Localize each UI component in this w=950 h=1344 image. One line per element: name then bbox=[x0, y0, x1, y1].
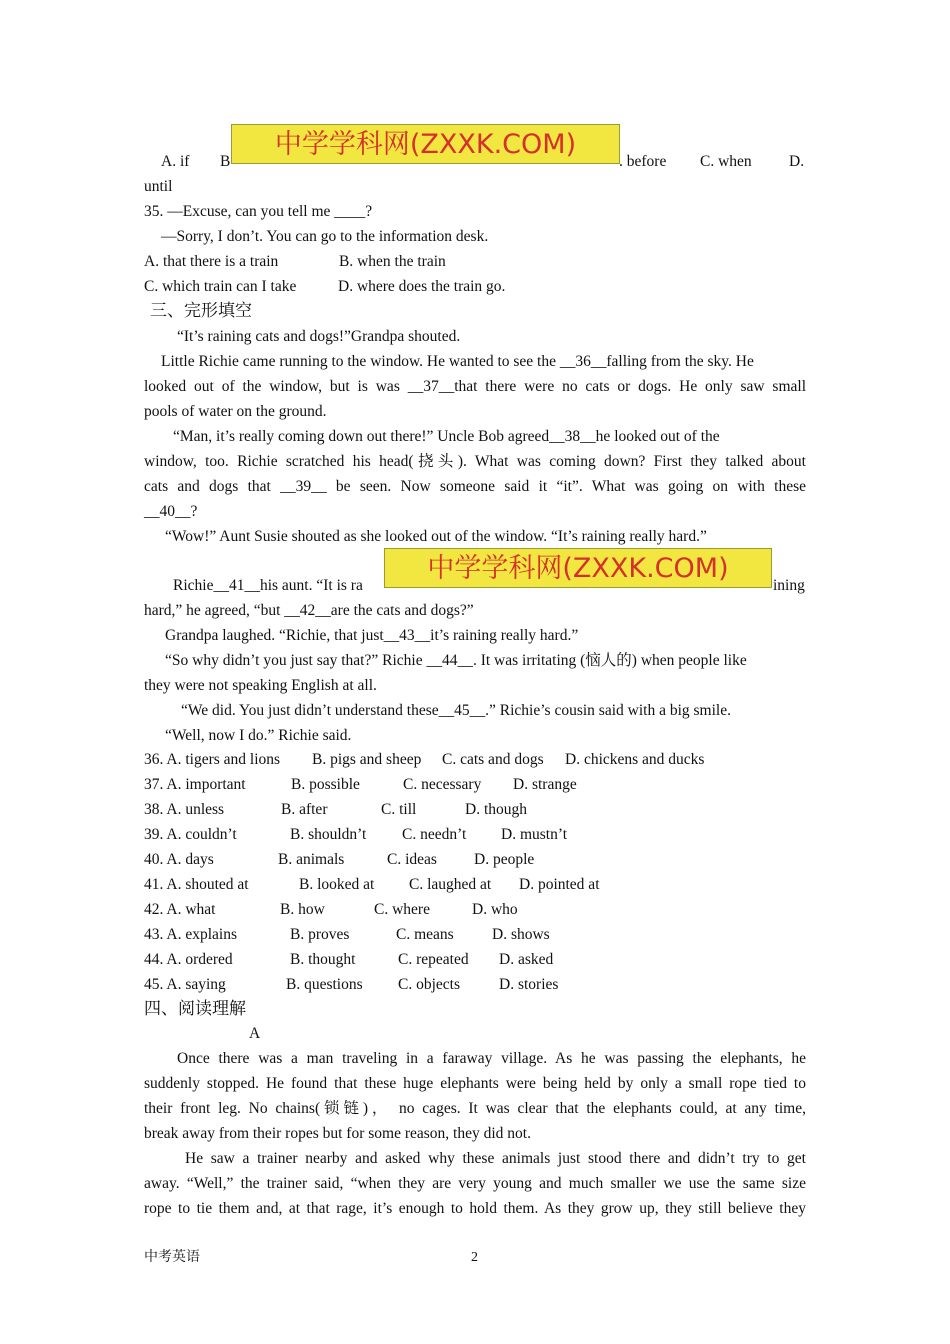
cloze-line: hard,” he agreed, “but __42__are the cats and dogs?” bbox=[144, 602, 474, 619]
q35-option-b: B. when the train bbox=[339, 253, 446, 270]
q34-option-b-tail: . before bbox=[619, 153, 667, 170]
cloze-option: B. thought bbox=[290, 951, 356, 968]
q35-option-d: D. where does the train go. bbox=[338, 278, 506, 295]
cloze-option: D. stories bbox=[499, 976, 559, 993]
cloze-option: B. proves bbox=[290, 926, 350, 943]
cloze-option: D. people bbox=[474, 851, 535, 868]
cloze-option: B. possible bbox=[291, 776, 360, 793]
cloze-option: 38. A. unless bbox=[144, 801, 225, 818]
cloze-line: “Well, now I do.” Richie said. bbox=[165, 727, 352, 744]
cloze-option: 40. A. days bbox=[144, 851, 214, 868]
cloze-option: D. who bbox=[472, 901, 518, 918]
cloze-line: Grandpa laughed. “Richie, that just__43__it’s raining really hard.” bbox=[165, 627, 579, 644]
q35-option-c: C. which train can I take bbox=[144, 278, 297, 295]
cloze-option: D. shows bbox=[492, 926, 550, 943]
cloze-line-tail: ining bbox=[773, 577, 805, 594]
cloze-option: B. looked at bbox=[299, 876, 375, 893]
passage-line: rope to tie them and, at that rage, it’s enough to hold them. As they grow up, they still believe they bbox=[144, 1200, 806, 1217]
cloze-option: C. necessary bbox=[403, 776, 482, 793]
passage-line: away. “Well,” the trainer said, “when they are very young and much smaller we use the same size bbox=[144, 1175, 806, 1192]
cloze-option: 41. A. shouted at bbox=[144, 876, 249, 893]
q34-option-d: D. bbox=[789, 153, 805, 170]
cloze-option: C. till bbox=[381, 801, 417, 818]
cloze-option: D. though bbox=[465, 801, 527, 818]
cloze-option: D. chickens and ducks bbox=[565, 751, 705, 768]
cloze-line: they were not speaking English at all. bbox=[144, 677, 377, 694]
passage-line: suddenly stopped. He found that these huge elephants were being held by only a small rope tied to bbox=[144, 1075, 806, 1092]
cloze-line: pools of water on the ground. bbox=[144, 403, 327, 420]
cloze-option: 45. A. saying bbox=[144, 976, 226, 993]
cloze-option: C. means bbox=[396, 926, 454, 943]
cloze-option: C. objects bbox=[398, 976, 460, 993]
cloze-option: C. needn’t bbox=[402, 826, 467, 843]
passage-line: break away from their ropes but for some reason, they did not. bbox=[144, 1125, 531, 1142]
cloze-option: B. pigs and sheep bbox=[312, 751, 422, 768]
cloze-option: D. mustn’t bbox=[501, 826, 568, 843]
cloze-option: 37. A. important bbox=[144, 776, 246, 793]
cloze-option: D. pointed at bbox=[519, 876, 600, 893]
cloze-option: D. asked bbox=[499, 951, 554, 968]
section-heading-reading: 四、阅读理解 bbox=[144, 999, 246, 1019]
q34-option-d-cont: until bbox=[144, 178, 173, 195]
cloze-line: cats and dogs that __39__ be seen. Now someone said it “it”. What was going on with these bbox=[144, 478, 806, 495]
cloze-option: B. questions bbox=[286, 976, 363, 993]
section-heading-cloze: 三、完形填空 bbox=[150, 301, 252, 321]
cloze-option: 43. A. explains bbox=[144, 926, 237, 943]
cloze-option: C. where bbox=[374, 901, 430, 918]
cloze-option: C. cats and dogs bbox=[442, 751, 544, 768]
footer-page-number: 2 bbox=[471, 1250, 478, 1265]
cloze-line: “Man, it’s really coming down out there!” Uncle Bob agreed__38__he looked out of the bbox=[173, 428, 720, 445]
cloze-line: “So why didn’t you just say that?” Richie __44__. It was irritating (恼人的) when people like bbox=[165, 652, 747, 669]
cloze-line: looked out of the window, but is was __37__that there were no cats or dogs. He only saw small bbox=[144, 378, 806, 395]
q35-option-a: A. that there is a train bbox=[144, 253, 279, 270]
q34-option-b: B bbox=[220, 153, 231, 170]
cloze-option: B. after bbox=[281, 801, 328, 818]
q35-reply: —Sorry, I don’t. You can go to the information desk. bbox=[161, 228, 489, 245]
footer-subject: 中考英语 bbox=[144, 1250, 200, 1265]
cloze-line: “Wow!” Aunt Susie shouted as she looked out of the window. “It’s raining really hard.” bbox=[165, 528, 707, 545]
cloze-line: “It’s raining cats and dogs!”Grandpa shouted. bbox=[177, 328, 461, 345]
cloze-line: “We did. You just didn’t understand these__45__.” Richie’s cousin said with a big smile. bbox=[181, 702, 731, 719]
passage-line: their front leg. No chains(锁链)， no cages. It was clear that the elephants could, at any time, bbox=[144, 1100, 806, 1117]
cloze-line: __40__? bbox=[144, 503, 198, 520]
cloze-option: 42. A. what bbox=[144, 901, 216, 918]
cloze-option: 36. A. tigers and lions bbox=[144, 751, 281, 768]
q34-option-c: C. when bbox=[700, 153, 752, 170]
cloze-option: D. strange bbox=[513, 776, 577, 793]
passage-label: A bbox=[249, 1025, 261, 1042]
q35-question: 35. —Excuse, can you tell me ____? bbox=[144, 203, 373, 220]
watermark-banner: 中学学科网(ZXXK.COM) bbox=[384, 548, 772, 588]
q34-option-a: A. if bbox=[161, 153, 190, 170]
cloze-line: Little Richie came running to the window. He wanted to see the __36__falling from the sky. He bbox=[161, 353, 754, 370]
cloze-option: C. ideas bbox=[387, 851, 437, 868]
passage-line: Once there was a man traveling in a faraway village. As he was passing the elephants, he bbox=[177, 1050, 806, 1067]
cloze-option: C. repeated bbox=[398, 951, 469, 968]
cloze-option: 39. A. couldn’t bbox=[144, 826, 237, 843]
watermark-banner: 中学学科网(ZXXK.COM) bbox=[231, 124, 620, 164]
cloze-option: 44. A. ordered bbox=[144, 951, 233, 968]
cloze-option: B. animals bbox=[278, 851, 345, 868]
cloze-option: C. laughed at bbox=[409, 876, 492, 893]
cloze-option: B. how bbox=[280, 901, 325, 918]
cloze-line: window, too. Richie scratched his head(挠头). What was coming down? First they talked about bbox=[144, 453, 806, 470]
passage-line: He saw a trainer nearby and asked why these animals just stood there and didn’t try to get bbox=[185, 1150, 806, 1167]
cloze-line: Richie__41__his aunt. “It is ra bbox=[173, 577, 363, 594]
cloze-option: B. shouldn’t bbox=[290, 826, 367, 843]
